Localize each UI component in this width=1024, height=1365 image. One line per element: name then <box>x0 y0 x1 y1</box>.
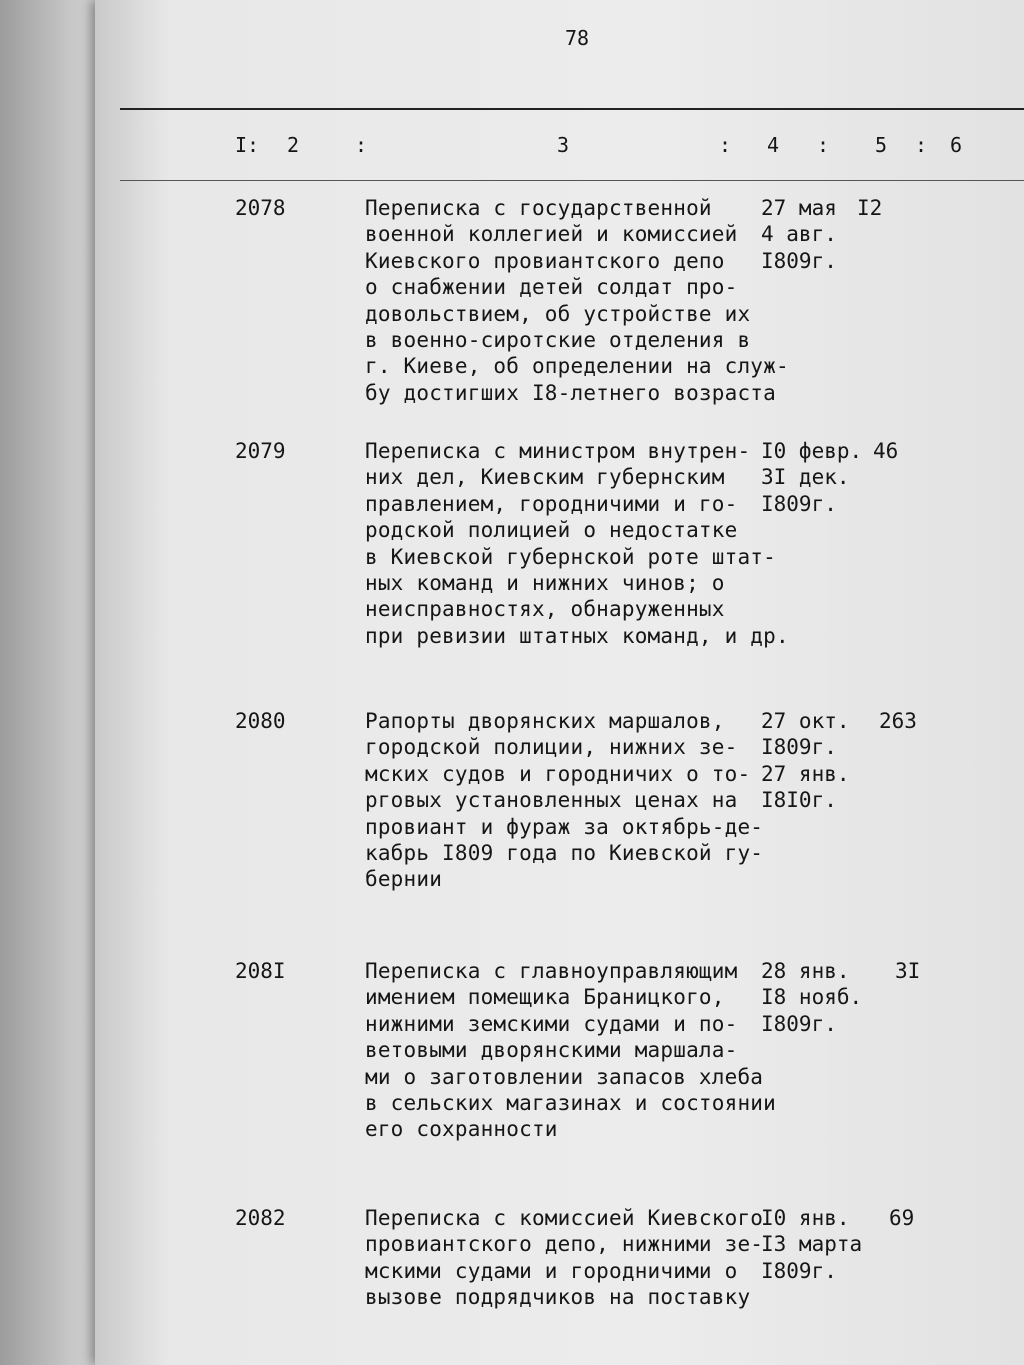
entry-page-count: 3I <box>895 959 921 983</box>
entry-description: Переписка с комиссией Киевского провиантского депо, нижними зе- мскими судами и городничими о вызове подрядчиков на поставку <box>365 1206 764 1310</box>
header-col-6: 6 <box>950 133 963 157</box>
entry-number: 208I <box>235 959 286 983</box>
entry-dates: 27 окт. I809г. 27 янв. I8I0г. <box>761 709 850 813</box>
entry-page-count: I2 <box>857 196 883 220</box>
page-number: 78 <box>565 26 590 50</box>
entry-dates: 27 мая 4 авг. I809г. <box>761 196 837 273</box>
header-col-2: 2 <box>287 133 300 157</box>
header-separator: : <box>915 133 928 157</box>
entry-number: 2078 <box>235 196 286 220</box>
entry-dates: I0 февр. 3I дек. I809г. <box>761 439 863 516</box>
header-col-1: I: <box>235 133 260 157</box>
header-separator: : <box>355 133 368 157</box>
entry-dates: 28 янв. I8 нояб. I809г. <box>761 959 863 1036</box>
entry-description: Переписка с государственной военной коллегией и комиссией Киевского провиантского депо о снабжении детей солдат про- довольствием, об устройстве их в военно-сиротские отделения в г. Киеве, об определении на служ- бу достигших I8-летнего возраста <box>365 196 789 405</box>
header-top-rule <box>120 108 1024 110</box>
header-col-3: 3 <box>557 133 570 157</box>
header-separator: : <box>817 133 830 157</box>
header-separator: : <box>719 133 732 157</box>
entry-page-count: 46 <box>873 439 899 463</box>
header-col-5: 5 <box>875 133 888 157</box>
header-col-4: 4 <box>767 133 780 157</box>
entry-description: Рапорты дворянских маршалов, городской полиции, нижних зе- мских судов и городничих о то- рговых установленных ценах на провиант и фураж за октябрь-де- кабрь I809 года по Киевской гу- бернии <box>365 709 764 892</box>
entry-dates: I0 янв. I3 марта I809г. <box>761 1206 863 1283</box>
header-bottom-rule <box>120 180 1024 181</box>
entry-description: Переписка с министром внутрен- них дел, Киевским губернским правлением, городничими и го- родской полицией о недостатке в Киевской губернской роте штат- ных команд и нижних чинов; о неисправностях, обнаруженных при ревизии штатных команд, и др. <box>365 439 789 648</box>
entry-page-count: 69 <box>889 1206 915 1230</box>
entry-page-count: 263 <box>879 709 917 733</box>
document-page <box>95 0 1024 1365</box>
entry-number: 2079 <box>235 439 286 463</box>
entry-number: 2080 <box>235 709 286 733</box>
entry-description: Переписка с главноуправляющим имением помещика Браницкого, нижними земскими судами и по- ветовыми дворянскими маршала- ми о заготовлении запасов хлеба в сельских магазинах и состоянии его сохранности <box>365 959 776 1142</box>
entry-number: 2082 <box>235 1206 286 1230</box>
